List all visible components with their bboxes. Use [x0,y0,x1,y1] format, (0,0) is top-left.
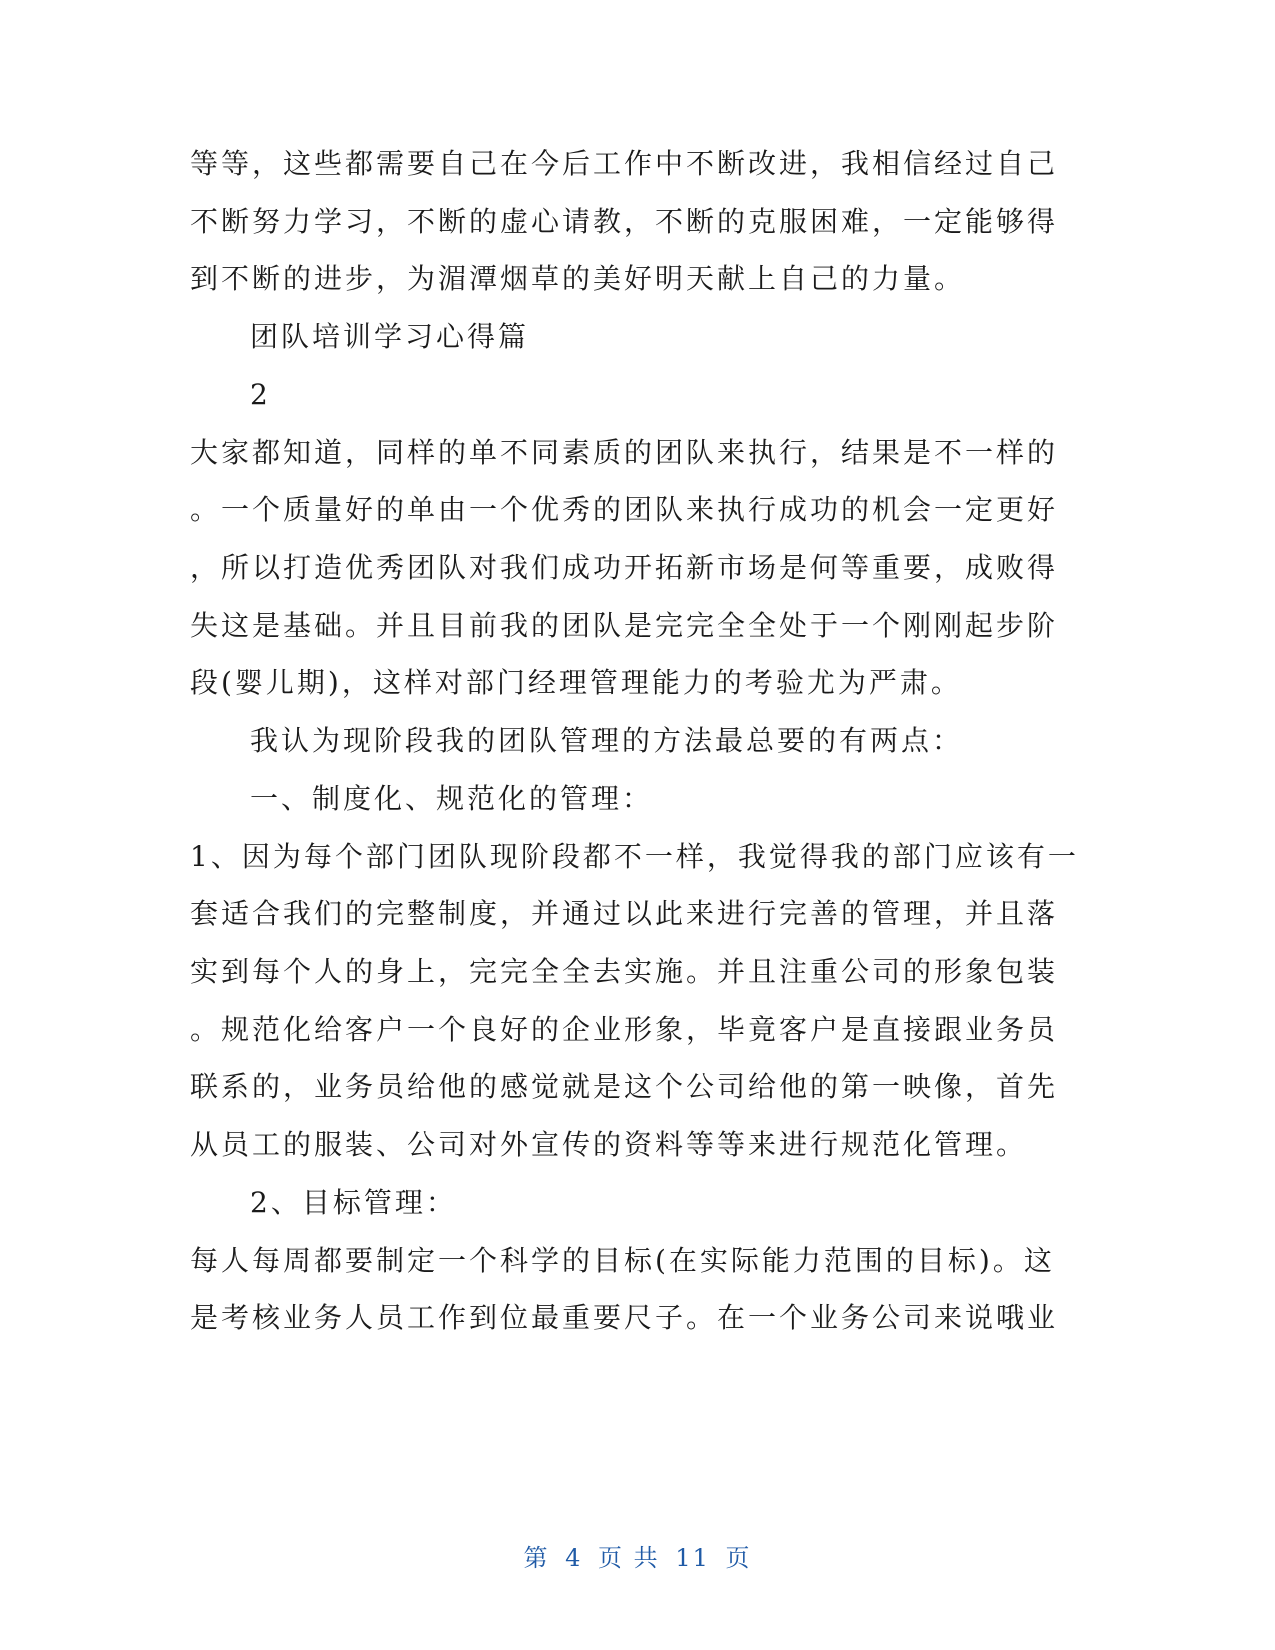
section-heading: 团队培训学习心得篇 [250,320,530,353]
body-line: 段(婴儿期)，这样对部门经理管理能力的考验尤为严肃。 [190,666,962,699]
footer-prefix: 第 [523,1544,550,1572]
body-line: 。一个质量好的单由一个优秀的团队来执行成功的机会一定更好 [190,493,1059,526]
total-pages-number: 11 [675,1544,710,1572]
footer-suffix: 页 [725,1544,752,1572]
section-number: 2 [250,378,271,411]
body-line: 到不断的进步，为湄潭烟草的美好明天献上自己的力量。 [190,262,966,295]
current-page-number: 4 [565,1544,583,1572]
footer-middle: 页 共 [598,1544,660,1572]
body-line: 从员工的服装、公司对外宣传的资料等等来进行规范化管理。 [190,1128,1028,1161]
body-line: 1、因为每个部门团队现阶段都不一样，我觉得我的部门应该有一 [190,840,1079,873]
body-line: 实到每个人的身上，完完全全去实施。并且注重公司的形象包装 [190,955,1059,988]
body-line: 套适合我们的完整制度，并通过以此来进行完善的管理，并且落 [190,897,1059,930]
subheading: 一、制度化、规范化的管理： [250,782,654,815]
body-line: 等等，这些都需要自己在今后工作中不断改进，我相信经过自己 [190,147,1059,180]
paragraph-line: 我认为现阶段我的团队管理的方法最总要的有两点： [250,724,964,757]
body-line: 每人每周都要制定一个科学的目标(在实际能力范围的目标)。这 [190,1244,1055,1277]
body-line: 是考核业务人员工作到位最重要尺子。在一个业务公司来说哦业 [190,1301,1059,1334]
body-line: 大家都知道，同样的单不同素质的团队来执行，结果是不一样的 [190,436,1059,469]
body-line: 不断努力学习，不断的虚心请教，不断的克服困难，一定能够得 [190,205,1059,238]
page-footer [0,1542,1275,1574]
body-line: ，所以打造优秀团队对我们成功开拓新市场是何等重要，成败得 [190,551,1059,584]
subheading: 2、目标管理： [250,1186,457,1219]
body-line: 失这是基础。并且目前我的团队是完完全全处于一个刚刚起步阶 [190,609,1059,642]
body-line: 。规范化给客户一个良好的企业形象，毕竟客户是直接跟业务员 [190,1013,1059,1046]
body-line: 联系的，业务员给他的感觉就是这个公司给他的第一映像，首先 [190,1070,1059,1103]
